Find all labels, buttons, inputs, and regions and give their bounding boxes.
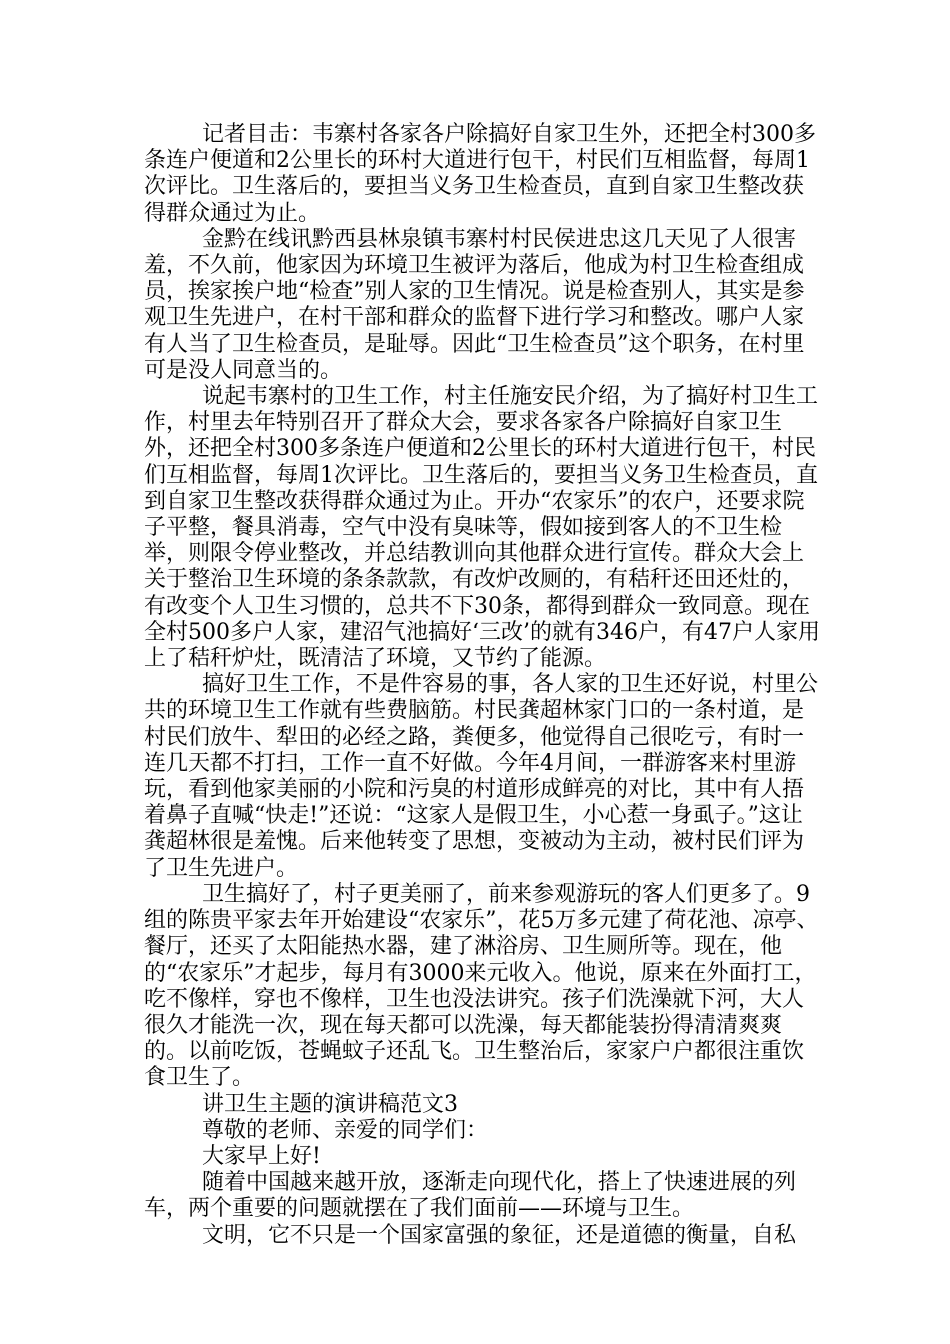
speech-paragraph: 随着中国越来越开放，逐渐走向现代化，搭上了快速进展的列车，两个重要的问题就摆在了我们面前——环境与卫生。	[144, 1170, 797, 1222]
paragraph-village-head: 说起韦寨村的卫生工作，村主任施安民介绍，为了搞好村卫生工作，村里去年特别召开了群众大会，要求各家各户除搞好自家卫生外，还把全村300多条连户便道和2公里长的环村大道进行包干，村民们互相监督，每周1次评比。卫生落后的，要担当义务卫生检查员，直到自家卫生整改获得群众通过为止。开办“农家乐”的农户，还要求院子平整，餐具消毒，空气中没有臭味等，假如接到客人的不卫生检举，则限令停业整改，并总结教训向其他群众进行宣传。群众大会上关于整治卫生环境的条条款款，有改炉改厕的，有秸秆还田还灶的，有改变个人卫生习惯的，总共不下30条，都得到群众一致同意。现在全村500多户人家，建沼气池搞好‘三改’的就有346户，有47户人家用上了秸秆炉灶，既清洁了环境，又节约了能源。	[144, 384, 820, 672]
paragraph-reporter-observation: 记者目击：韦寨村各家各户除搞好自家卫生外，还把全村300多条连户便道和2公里长的环村大道进行包干，村民们互相监督，每周1次评比。卫生落后的，要担当义务卫生检查员，直到自家卫生整改获得群众通过为止。	[144, 122, 816, 226]
document-body	[144, 122, 824, 1249]
paragraph-news-lead: 金黔在线讯黔西县林泉镇韦寨村村民侯进忠这几天见了人很害羞，不久前，他家因为环境卫生被评为落后，他成为村卫生检查组成员，挨家挨户地“检查”别人家的卫生情况。说是检查别人，其实是参观卫生先进户，在村干部和群众的监督下进行学习和整改。哪户人家有人当了卫生检查员，是耻辱。因此“卫生检查员”这个职务，在村里可是没人同意当的。	[144, 226, 805, 383]
section-heading: 讲卫生主题的演讲稿范文3	[202, 1091, 458, 1117]
paragraph-public-hygiene: 搞好卫生工作，不是件容易的事，各人家的卫生还好说，村里公共的环境卫生工作就有些费脑筋。村民龚超林家门口的一条村道，是村民们放牛、犁田的必经之路，粪便多，他觉得自己很吃亏，有时一连几天都不打扫，工作一直不好做。今年4月间，一群游客来村里游玩，看到他家美丽的小院和污臭的村道形成鲜亮的对比，其中有人捂着鼻子直喊“快走!”还说：“这家人是假卫生，小心惹一身虱子。”这让龚超林很是羞愧。后来他转变了思想，变被动为主动，被村民们评为了卫生先进户。	[144, 672, 819, 881]
speech-paragraph: 文明，它不只是一个国家富强的象征，还是道德的衡量，自私	[202, 1222, 797, 1248]
speech-greeting: 大家早上好!	[202, 1143, 321, 1169]
speech-salutation: 尊敬的老师、亲爱的同学们：	[202, 1117, 489, 1143]
paragraph-farmhouse: 卫生搞好了，村子更美丽了，前来参观游玩的客人们更多了。9组的陈贵平家去年开始建设“农家乐”，花5万多元建了荷花池、凉亭、餐厅，还买了太阳能热水器，建了淋浴房、卫生厕所等。现在，他的“农家乐”才起步，每月有3000来元收入。他说，原来在外面打工，吃不像样，穿也不像样，卫生也没法讲究。孩子们洗澡就下河，大人很久才能洗一次，现在每天都可以洗澡，每天都能装扮得清清爽爽的。以前吃饭，苍蝇蚊子还乱飞。卫生整治后，家家户户都很注重饮食卫生了。	[144, 881, 819, 1091]
